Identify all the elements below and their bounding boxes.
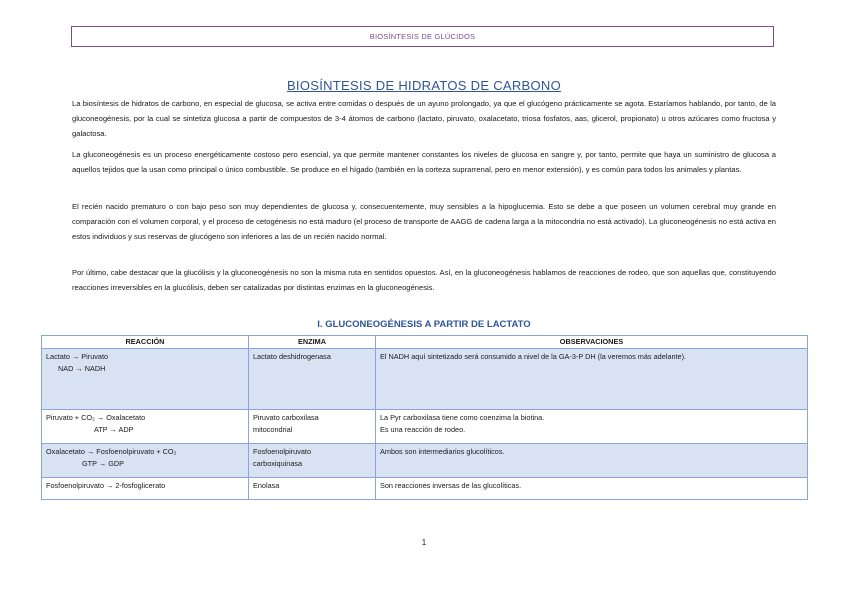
table-row	[42, 349, 808, 410]
paragraph-gluconeogenesis: La gluconeogénesis es un proceso energéticamente costoso pero esencial, ya que permite mantener constantes los niveles de glucosa en sangre y, por tanto, permite que haya un suministro de glucosa a aquellos tejidos que la usan como principal o único combustible. Se produce en el hígado (también en la corteza suprarrenal, pero en menor extensión), y es común para todos los animales y plantas.	[72, 150, 776, 174]
table-row	[42, 410, 808, 444]
table-header-row	[42, 336, 808, 349]
enzyme-name: Fosfoenolpiruvato	[253, 447, 312, 456]
header-text: BIOSÍNTESIS DE GLÚCIDOS	[369, 32, 476, 41]
reaction-cofactor: NAD → NADH	[58, 364, 106, 373]
observation-text: El NADH aquí sintetizado será consumido a nivel de la GA-3-P DH (la veremos más adelante).	[380, 352, 687, 361]
reaction-cofactor: GTP → GDP	[82, 459, 125, 468]
enzyme-name-cont: carboxiquinasa	[253, 459, 303, 468]
table-row	[42, 478, 808, 500]
reaction-cell	[42, 410, 249, 444]
enzyme-cell	[249, 478, 376, 500]
observation-cell	[376, 444, 808, 478]
observation-cell	[376, 349, 808, 410]
section-title: I. GLUCONEOGÉNESIS A PARTIR DE LACTATO	[317, 319, 531, 330]
paragraph-intro: La biosíntesis de hidratos de carbono, en especial de glucosa, se activa entre comidas o después de un ayuno prolongado, ya que el glucógeno prácticamente se agota. Estaríamos hablando, por tanto, de la gluconeogénesis, por la cual se sintetiza glucosa a partir de compuestos de 3-4 átomos de carbono (lactato, piruvato, oxalacetato, triosa fosfatos, aas, glicerol, propionato) u otros azúcares como fructosa y galactosa.	[72, 99, 776, 138]
reaction-cofactor: ATP → ADP	[94, 425, 134, 434]
document-title: BIOSÍNTESIS DE HIDRATOS DE CARBONO	[286, 78, 562, 93]
table-row	[42, 444, 808, 478]
reaction-main: Piruvato + CO₂ → Oxalacetato	[46, 413, 146, 422]
enzyme-cell	[249, 349, 376, 410]
enzyme-name: Piruvato carboxilasa	[253, 413, 319, 422]
paragraph-newborn: El recién nacido prematuro o con bajo peso son muy dependientes de glucosa y, consecuentemente, muy sensibles a la hipoglucemia. Esto se debe a que poseen un volumen cerebral muy grande en comparación con el volumen corporal, y el proceso de cetogénesis no está maduro (el proceso de transporte de AAGG de cadena larga a la mitocondria no está activado). La gluconeogénesis no está activa en estos individuos y sus reservas de glucógeno son inferiores a las de un recién nacido normal.	[72, 202, 776, 241]
reaction-cell	[42, 478, 249, 500]
observation-cell	[376, 478, 808, 500]
enzyme-cell	[249, 444, 376, 478]
observation-text: Ambos son intermediarios glucolíticos.	[380, 447, 505, 456]
reaction-cell	[42, 444, 249, 478]
reaction-cell	[42, 349, 249, 410]
enzyme-cell	[249, 410, 376, 444]
header-enzyme: ENZIMA	[249, 336, 376, 349]
observation-text: La Pyr carboxilasa tiene como coenzima la biotina.	[380, 413, 545, 422]
page-header	[71, 26, 774, 47]
enzyme-name: Lactato deshidrogenasa	[253, 352, 331, 361]
observation-text-cont: Es una reacción de rodeo.	[380, 425, 466, 434]
observation-text: Son reacciones inversas de las glucolíticas.	[380, 481, 522, 490]
page-number: 1	[421, 538, 427, 547]
reactions-table	[41, 335, 808, 500]
header-observations: OBSERVACIONES	[376, 336, 808, 349]
observation-cell	[376, 410, 808, 444]
paragraph-conclusion: Por último, cabe destacar que la glucólisis y la gluconeogénesis no son la misma ruta en sentidos opuestos. Así, en la gluconeogénesis hablamos de reacciones de rodeo, que son aquellas que, constituyendo reacciones irreversibles en la glucólisis, deben ser catalizadas por distintas enzimas en la gluconeogénesis.	[72, 268, 776, 292]
enzyme-name: Enolasa	[253, 481, 280, 490]
reaction-main: Oxalacetato → Fosfoenolpiruvato + CO₂	[46, 447, 177, 456]
reaction-main: Fosfoenolpiruvato → 2-fosfoglicerato	[46, 481, 166, 490]
enzyme-name-cont: mitocondrial	[253, 425, 293, 434]
header-reaction: REACCIÓN	[42, 336, 249, 349]
reaction-main: Lactato → Piruvato	[46, 352, 109, 361]
